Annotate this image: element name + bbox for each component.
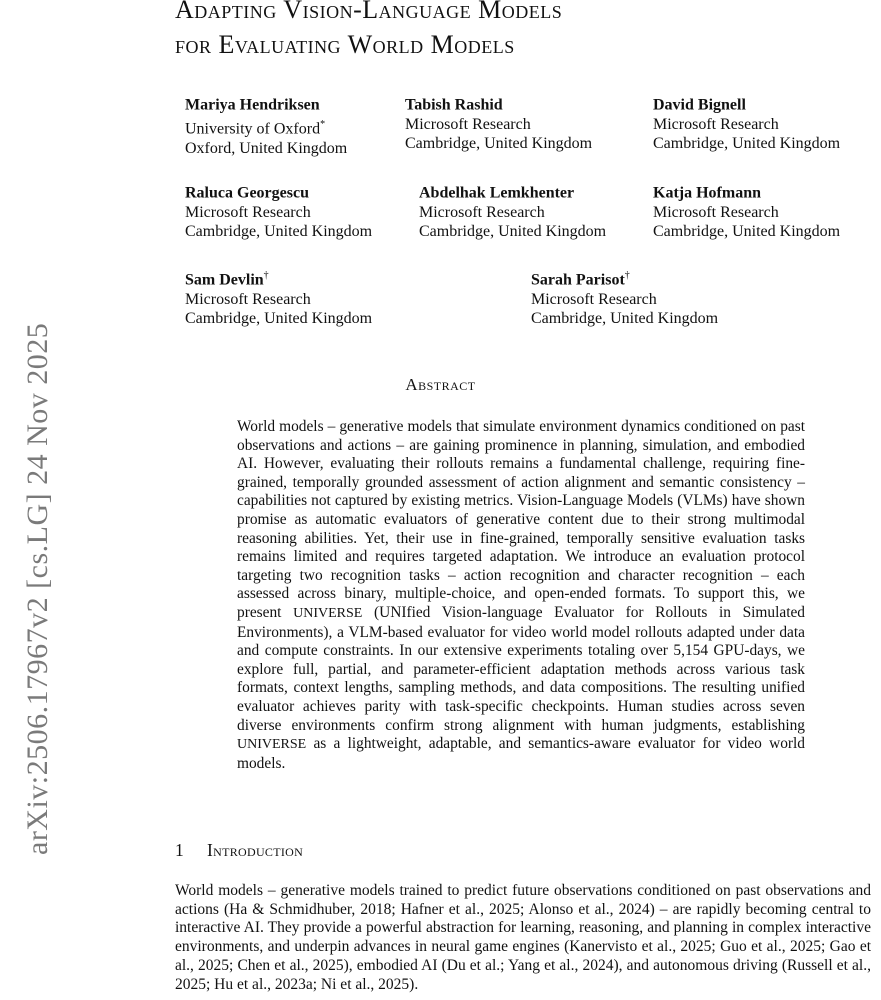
arxiv-identifier: arXiv:2506.17967v2 [cs.LG] 24 Nov 2025 — [21, 322, 54, 855]
author-location: Cambridge, United Kingdom — [419, 223, 607, 241]
author-block — [653, 179, 840, 242]
author-name: Abdelhak Lemkhenter — [419, 184, 575, 202]
section-heading — [175, 840, 303, 861]
paper-title — [175, 0, 562, 62]
abstract-text: as a lightweight, adaptable, and semantics-aware evaluator for video world models. — [237, 735, 805, 772]
author-location: Oxford, United Kingdom — [185, 139, 348, 157]
author-location: Cambridge, United Kingdom — [653, 135, 841, 153]
abstract-heading: Abstract — [405, 375, 476, 394]
author-block — [185, 179, 372, 242]
author-affiliation: Microsoft Research — [653, 115, 779, 133]
author-name: Mariya Hendriksen — [185, 96, 320, 114]
author-name: Sarah Parisot — [531, 271, 625, 289]
author-mark: † — [263, 270, 269, 281]
author-affiliation: Microsoft Research — [185, 290, 311, 308]
author-location: Cambridge, United Kingdom — [185, 310, 373, 328]
author-location: Cambridge, United Kingdom — [185, 223, 373, 241]
author-block — [419, 179, 606, 242]
universe-name: UNIVERSE — [237, 737, 307, 753]
author-name: David Bignell — [653, 96, 746, 114]
abstract-text: World models – generative models that simulate environment dynamics conditioned on past observations and actions – are gaining prominence in planning, simulation, and embodied AI. However, evaluating their rollouts remains a fundamental challenge, requiring fine-grained, temporally grounded assessment of action alignment and semantic consistency – capabilities not captured by existing metrics. Vision-Language Models (VLMs) have shown promise as automatic evaluators of generative content due to their strong multimodal reasoning abilities. Yet, their use in fine-grained, temporally sensitive evaluation tasks remains limited and requires targeted adaptation. We introduce an evaluation protocol targeting two recognition tasks – action recognition and character recognition – each assessed across binary, multiple-choice, and open-ended formats. To support this, we present — [237, 418, 805, 621]
author-mark: † — [624, 270, 630, 281]
author-affiliation: Microsoft Research — [653, 203, 779, 221]
affiliation-mark: * — [320, 118, 326, 130]
universe-name: UNIVERSE — [293, 605, 363, 621]
author-block — [185, 266, 372, 329]
author-affiliation: Microsoft Research — [531, 290, 657, 308]
abstract-text: (UNIfied Vision-language Evaluator for Rollouts in Simulated Environments), a VLM-based evaluator for video world model rollouts adapted under data and compute constraints. In our extensive experiments totaling over 5,154 GPU-days, we explore full, partial, and parameter-efficient adaptation methods across various task formats, context lengths, sampling methods, and data compositions. The resulting unified evaluator achieves parity with task-specific checkpoints. Human studies across seven diverse environments confirm strong alignment with human judgments, establishing — [237, 603, 805, 734]
author-location: Cambridge, United Kingdom — [405, 135, 593, 153]
author-affiliation: Microsoft Research — [405, 115, 531, 133]
author-name: Katja Hofmann — [653, 184, 761, 202]
author-affiliation: Microsoft Research — [185, 203, 311, 221]
author-name: Sam Devlin — [185, 271, 264, 289]
author-block — [185, 91, 347, 158]
author-block — [405, 91, 592, 154]
author-block — [653, 91, 840, 154]
author-affiliation: University of Oxford — [185, 120, 321, 138]
introduction-paragraph: World models – generative models trained to predict future observations conditioned on past observations and actions (Ha & Schmidhuber, 2018; Hafner et al., 2025; Alonso et al., 2024) – are rapidly becoming central to interactive AI. They provide a powerful abstraction for learning, reasoning, and planning in complex interactive environments, and underpin advances in neural game engines (Kanervisto et al., 2025; Guo et al., 2025; Gao et al., 2025; Chen et al., 2025), embodied AI (Du et al.; Yang et al., 2024), and autonomous driving (Russell et al., 2025; Hu et al., 2023a; Ni et al., 2025). — [175, 882, 871, 993]
section-title: Introduction — [207, 840, 304, 860]
section-number: 1 — [175, 840, 185, 860]
author-block — [531, 266, 718, 329]
title-line-2: for Evaluating World Models — [175, 30, 515, 59]
title-line-1: Adapting Vision-Language Models — [175, 0, 563, 24]
author-name: Tabish Rashid — [405, 96, 503, 114]
author-location: Cambridge, United Kingdom — [531, 310, 719, 328]
author-name: Raluca Georgescu — [185, 184, 309, 202]
author-affiliation: Microsoft Research — [419, 203, 545, 221]
abstract-body — [237, 418, 805, 773]
author-location: Cambridge, United Kingdom — [653, 223, 841, 241]
